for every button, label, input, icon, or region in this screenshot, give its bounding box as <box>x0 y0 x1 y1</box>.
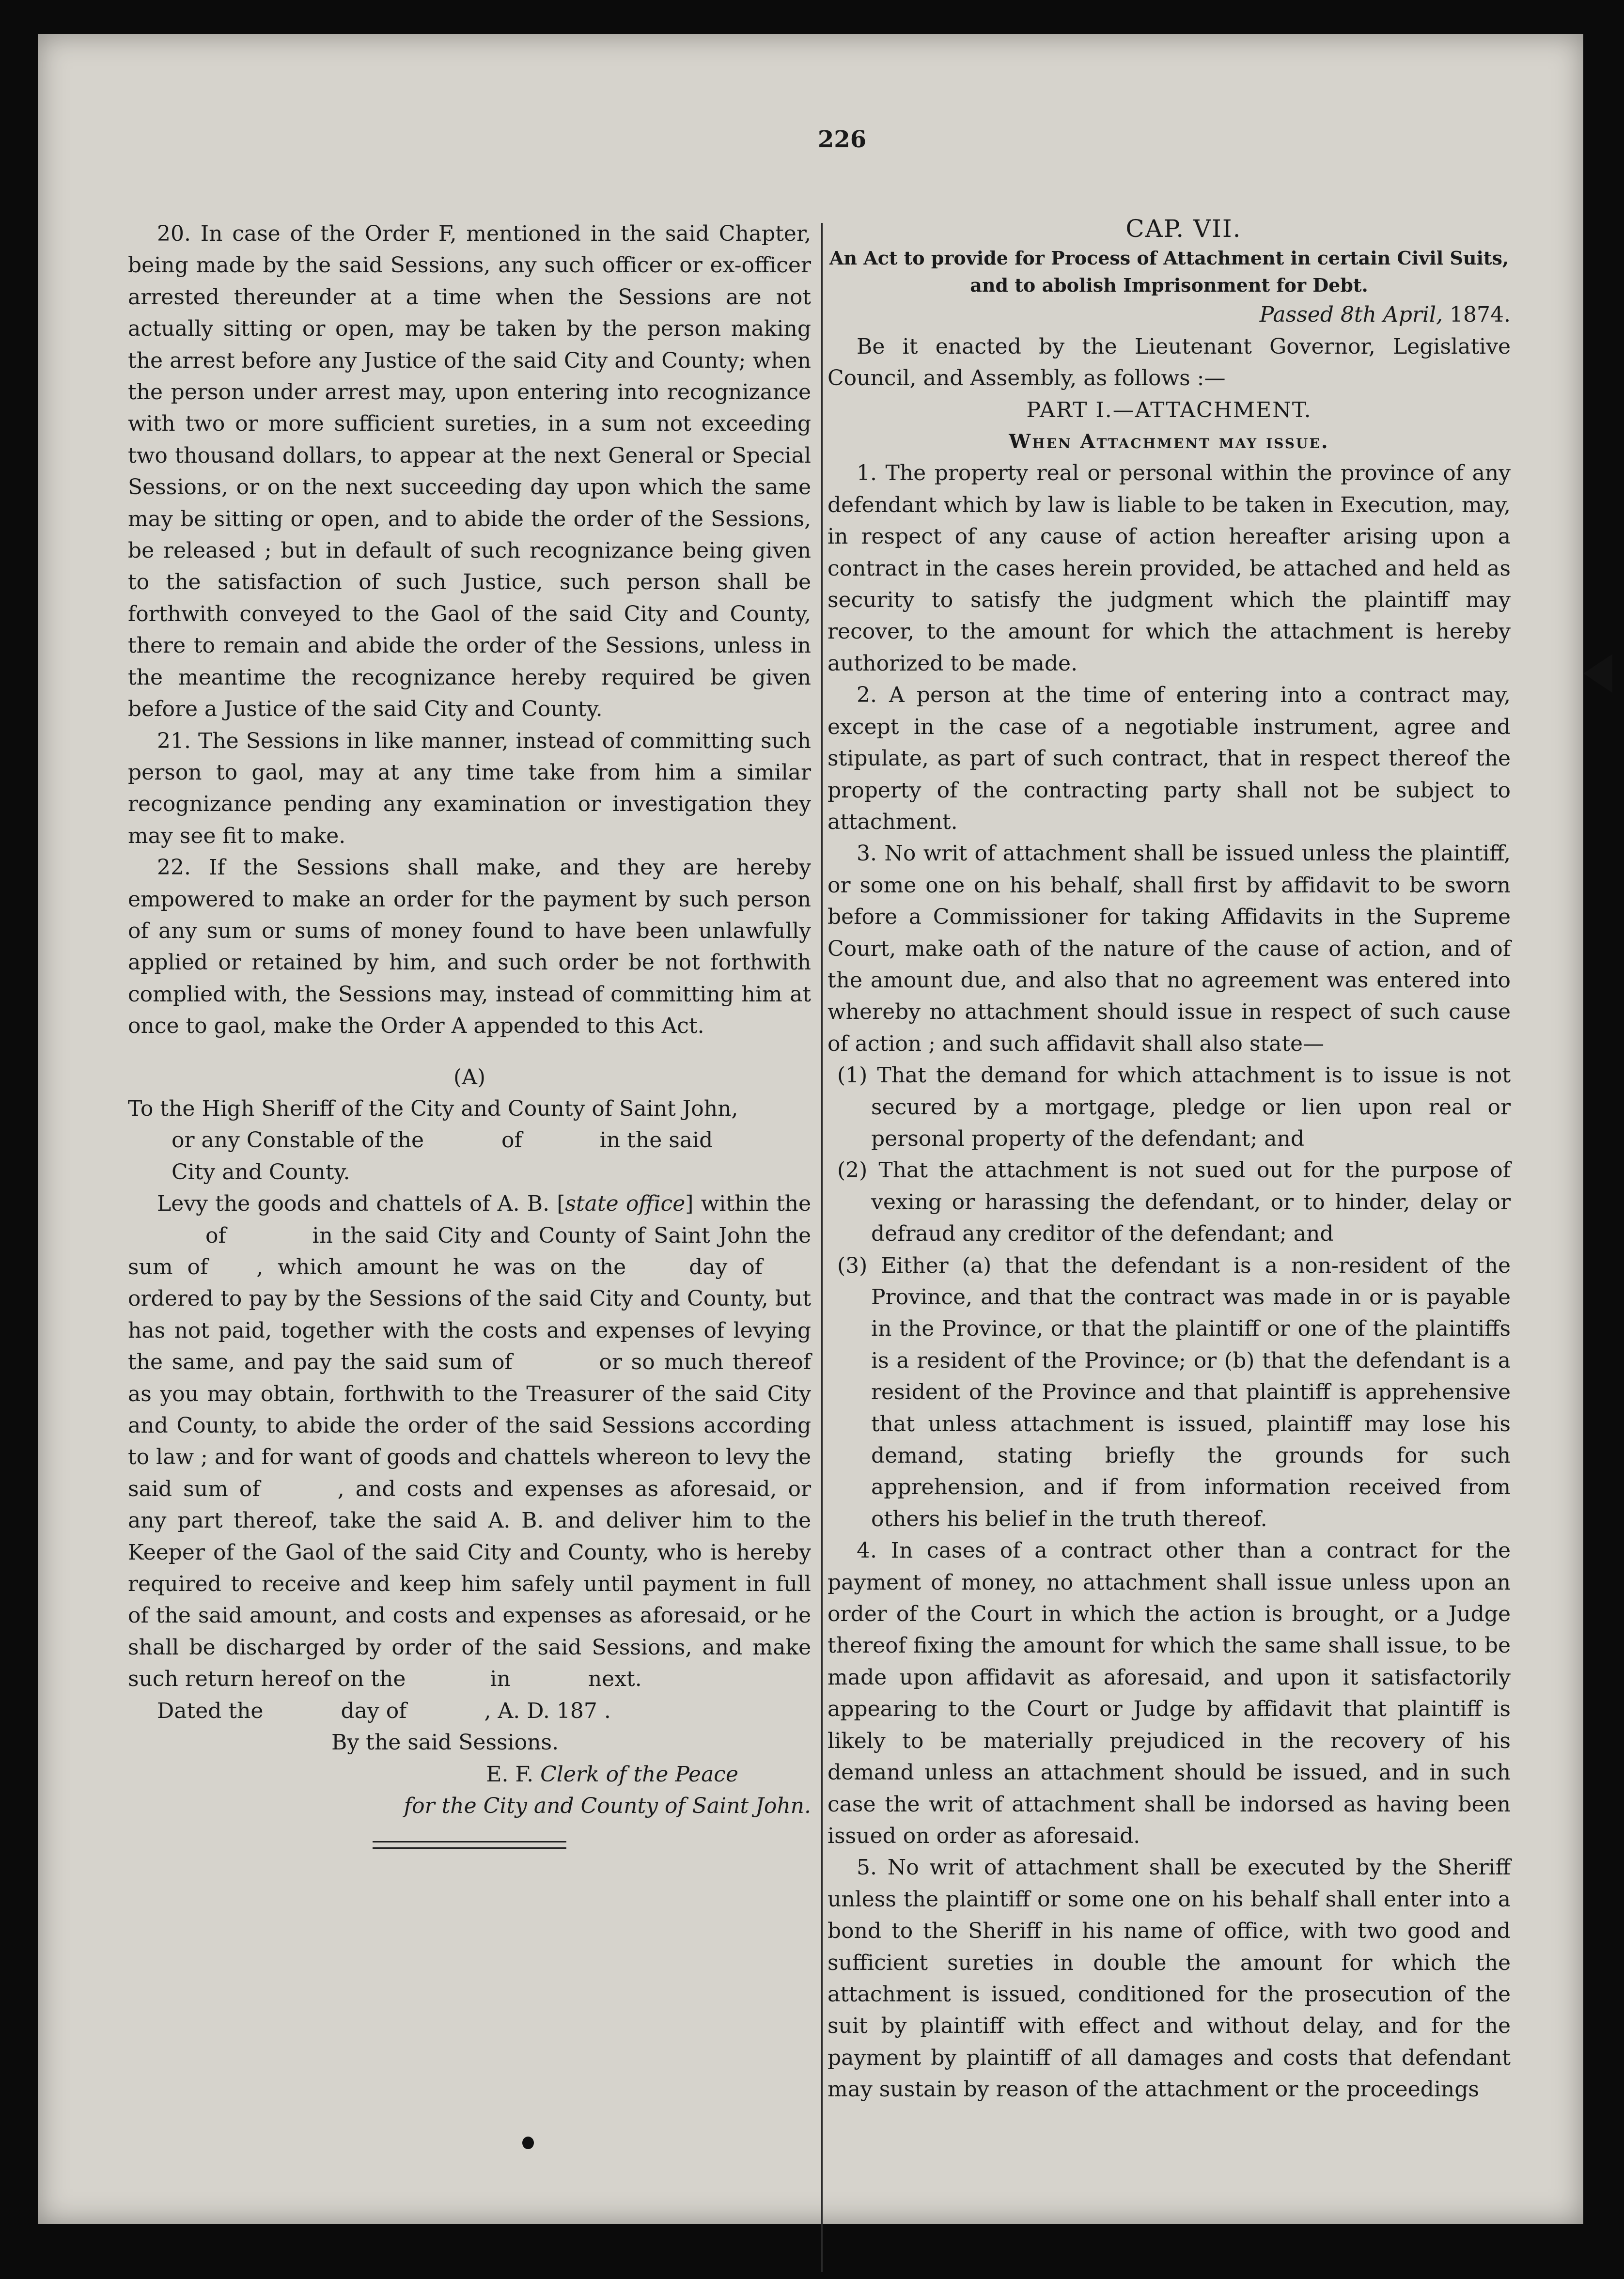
left-column <box>128 218 811 1849</box>
form-dated-line <box>128 1695 811 1727</box>
ink-blot-mark <box>522 2137 534 2149</box>
levy-part-4: in the said City and County of Saint John the sum of <box>128 1223 811 1280</box>
form-by-sessions: By the said Sessions. <box>331 1730 559 1755</box>
dated-part-b: day of <box>341 1698 407 1723</box>
section-1: 1. The property real or personal within the province of any defendant which by law is liable to be taken in Execution, may, in respect of any cause of action hereafter arising upon a contract in the cases herein provided, be attached and held as security to satisfy the judgment which the plaintiff may recover, to the amount for which the attachment is hereby authorized to be made. <box>828 461 1511 676</box>
levy-state-office: state office <box>565 1191 686 1217</box>
section-5: 5. No writ of attachment shall be executed by the Sheriff unless the plaintiff or some one on his behalf shall enter into a bond to the Sheriff in his name of office, with two good and sufficient sureties in double the amount for which the attachment is issued, conditioned for the prosecution of the suit by plaintiff with effect and without delay, and for the payment by plaintiff of all damages and costs that defendant may sustain by reason of the attachment or the proceedings <box>828 1855 1511 2102</box>
signature-title: Clerk of the Peace <box>540 1762 738 1787</box>
signature-name: E. F. <box>486 1762 534 1787</box>
part-heading: PART I.—ATTACHMENT. <box>1026 397 1312 422</box>
section-3-item-2: (2) That the attachment is not sued out for the purpose of vexing or harassing the defendant, or to hinder, delay or defraud any creditor of the defendant; and <box>837 1158 1511 1247</box>
section-4: 4. In cases of a contract other than a contract for the payment of money, no attachment shall issue unless upon an order of the Court in which the action is brought, or a Judge thereof fixing the amount for which the same shall issue, to be made upon affidavit as aforesaid, and upon it satisfactorily appearing to the Court or Judge by affidavit that plaintiff is likely to be materially prejudiced in the recovery of his demand unless an attachment should be issued, and in such case the writ of attachment shall be indorsed as having been issued on order as aforesaid. <box>828 1538 1511 1848</box>
column-divider <box>821 223 823 2272</box>
right-column <box>828 215 1511 2106</box>
form-levy-text <box>128 1188 811 1695</box>
section-22: 22. If the Sessions shall make, and they are hereby empowered to make an order for the payment by such person of any sum or sums of money found to have been unlawfully applied or retained by him, and such order be not forthwith complied with, the Sessions may, instead of committing him at once to gaol, make the Order A appended to this Act. <box>128 855 811 1039</box>
end-rule <box>373 1841 566 1849</box>
levy-part-7: ordered to pay by the Sessions of the said City and County, but has not paid, together with the costs and expenses of levying the same, and pay the said sum of <box>128 1286 811 1375</box>
levy-part-1: Levy the goods and chattels of A. B. [ <box>157 1191 565 1217</box>
margin-mark <box>1583 654 1612 693</box>
page-number: 226 <box>817 126 867 153</box>
section-3-item-3: (3) Either (a) that the defendant is a non-resident of the Province, and that the contract was made in or is payable in the Province, or that the plaintiff or one of the plaintiffs is a resident of the Province; or (b) that the defendant is a resident of the Province and that plaintiff is apprehensive that unless attachment is issued, plaintiff may lose his demand, stating briefly the grounds for such apprehension, and if from information received from others his belief in the truth thereof. <box>837 1253 1511 1531</box>
passed-year: 1874. <box>1450 302 1511 328</box>
address-part-c: in the said <box>599 1128 713 1153</box>
form-address-line-1: To the High Sheriff of the City and County of Saint John, <box>128 1096 738 1121</box>
section-heading: When Attachment may issue. <box>1009 430 1329 453</box>
passed-label: Passed 8th April, <box>1259 302 1443 328</box>
address-part-b: of <box>501 1128 522 1153</box>
chapter-title: CAP. VII. <box>1125 215 1242 243</box>
form-address-line-2 <box>128 1124 811 1156</box>
levy-part-6: day of <box>689 1255 763 1280</box>
levy-part-5: , which amount he was on the <box>256 1255 626 1280</box>
levy-part-8: or so much thereof as you may obtain, forthwith to the Treasurer of the said City and County, to abide the order of the said Sessions according to law ; and for want of goods and chattels whereon to levy the said sum of <box>128 1350 812 1501</box>
form-address-line-3: City and County. <box>172 1159 350 1185</box>
enacting-clause: Be it enacted by the Lieutenant Governor, Legislative Council, and Assembly, as follows :— <box>828 334 1511 391</box>
section-3: 3. No writ of attachment shall be issued unless the plaintiff, or some one on his behalf, shall first by affidavit to be sworn before a Commissioner for taking Affidavits in the Supreme Court, make oath of the nature of the cause of action, and of the amount due, and also that no agreement was entered into whereby no attachment should issue in respect of such cause of action ; and such affidavit shall also state— <box>828 841 1511 1056</box>
document-page <box>38 34 1583 2224</box>
address-part-a: or any Constable of the <box>172 1128 424 1153</box>
form-signature-line-2: for the City and County of Saint John. <box>404 1793 811 1818</box>
section-3-item-1: (1) That the demand for which attachment is to issue is not secured by a mortgage, pledge or lien upon real or personal property of the defendant; and <box>837 1063 1511 1151</box>
levy-part-2: ] within the <box>685 1191 812 1217</box>
form-a-heading: (A) <box>453 1064 486 1090</box>
levy-part-10: in <box>490 1667 511 1692</box>
form-signature-line-1 <box>128 1759 811 1790</box>
dated-part-a: Dated the <box>157 1698 264 1723</box>
levy-part-9: , and costs and expenses as aforesaid, or any part thereof, take the said A. B. and deliver him to the Keeper of the Gaol of the said City and County, who is hereby required to receive and keep him safely until payment in full of the said amount, and costs and expenses as aforesaid, or he shall be discharged by order of the said Sessions, and make such return hereof on the <box>128 1476 811 1692</box>
section-2: 2. A person at the time of entering into a contract may, except in the case of a negotiable instrument, agree and stipulate, as part of such contract, that in respect thereof the property of the contracting party shall not be subject to attachment. <box>828 683 1511 834</box>
levy-part-3: of <box>205 1223 226 1248</box>
section-20: 20. In case of the Order F, mentioned in the said Chapter, being made by the said Sessions, any such officer or ex-officer arrested thereunder at a time when the Sessions are not actually sitting or open, may be taken by the person making the arrest before any Justice of the said City and County; when the person under arrest may, upon entering into recognizance with two or more sufficient sureties, in a sum not exceeding two thousand dollars, to appear at the next General or Special Sessions, or on the next succeeding day upon which the same may be sitting or open, and to abide the order of the Sessions, be released ; but in default of such recognizance being given to the satisfaction of such Justice, such person shall be forthwith conveyed to the Gaol of the said City and County, there to remain and abide the order of the Sessions, unless in the meantime the recognizance hereby required be given before a Justice of the said City and County. <box>128 221 811 722</box>
section-21: 21. The Sessions in like manner, instead of committing such person to gaol, may at any time take from him a similar recognizance pending any examination or investigation they may see fit to make. <box>128 728 811 848</box>
levy-part-11: next. <box>588 1667 642 1692</box>
act-title: An Act to provide for Process of Attachment in certain Civil Suits, and to abolish Imprisonment for Debt. <box>829 247 1509 297</box>
passed-date <box>828 299 1511 330</box>
dated-part-c: , A. D. 187 . <box>484 1698 611 1723</box>
